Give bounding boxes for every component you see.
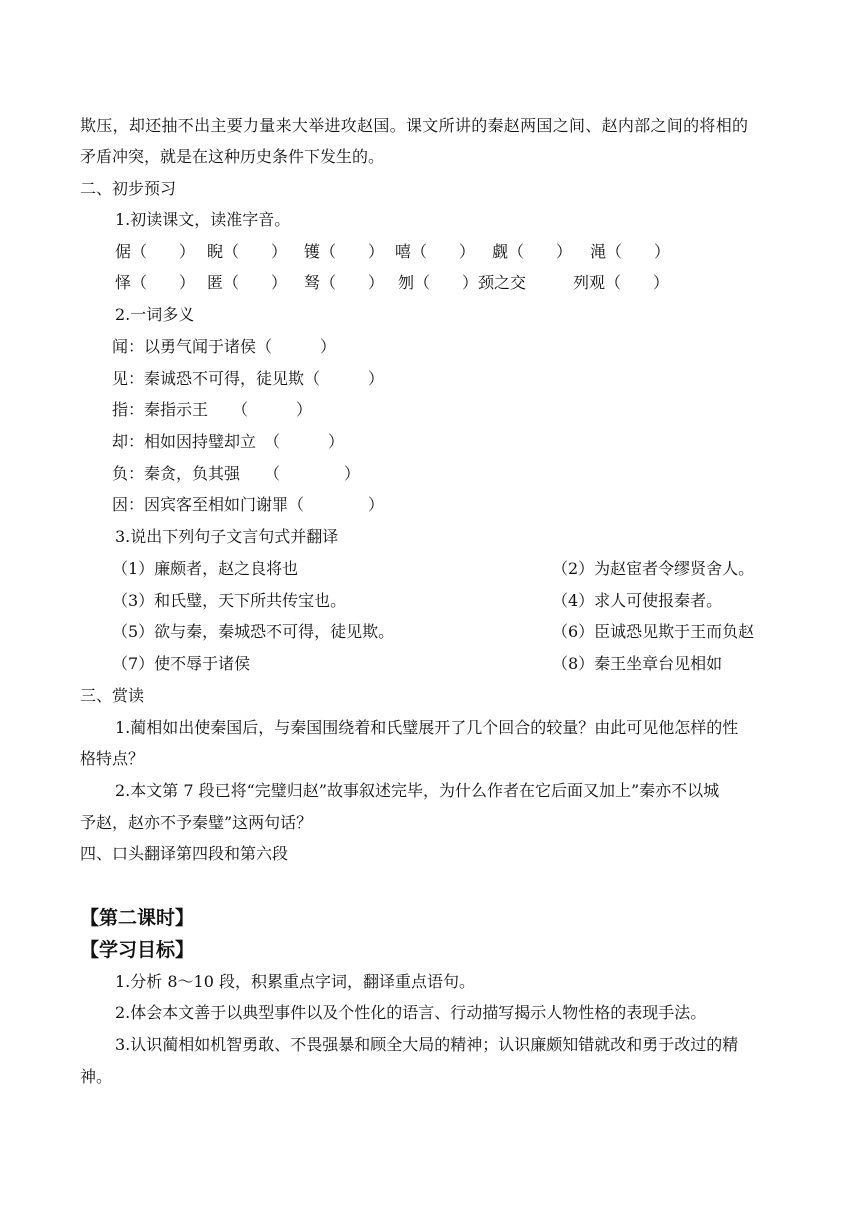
reading-question-2-line-1: 2.本文第 7 段已将“完璧归赵”故事叙述完毕，为什么作者在它后面又加上”秦亦不以城	[115, 781, 720, 800]
lesson-2-heading: 【第二课时】	[80, 907, 195, 929]
pronounce-item: 嘻（ ）	[395, 242, 476, 261]
objective-item: 1.分析 8～10 段，积累重点字词，翻译重点语句。	[115, 972, 475, 991]
section-2-title: 二、初步预习	[80, 179, 177, 198]
polysemy-item: 指：秦指示王 （ ）	[112, 400, 313, 419]
sentence-item: （7）使不辱于诸侯	[112, 654, 251, 673]
pronounce-item: 倨（ ）	[115, 242, 196, 261]
reading-question-1-line-1: 1.蔺相如出使秦国后，与秦国围绕着和氏璧展开了几个回合的较量？由此可见他怎样的性	[115, 718, 739, 737]
pronounce-item: 渑（ ）	[590, 242, 671, 261]
pronounce-item: 列观（ ）	[573, 273, 670, 292]
sentence-item: （1）廉颇者，赵之良将也	[112, 559, 299, 578]
polysemy-item: 因：因宾客至相如门谢罪（ ）	[112, 495, 385, 514]
pronounce-item: 觑（ ）	[492, 242, 573, 261]
sentence-item: （2）为赵宦者令缪贤舍人。	[552, 559, 755, 578]
intro-line-1: 欺压，却还抽不出主要力量来大举进攻赵国。课文所讲的秦赵两国之间、赵内部之间的将相的	[80, 116, 749, 135]
objective-item: 3.认识蔺相如机智勇敢、不畏强暴和顾全大局的精神；认识廉颇知错就改和勇于改过的精	[115, 1035, 739, 1054]
polysemy-item: 见：秦诚恐不可得，徒见欺（ ）	[112, 369, 385, 388]
pronounce-item: 驽（ ）	[304, 273, 385, 292]
sentence-pattern-question: 3.说出下列句子文言句式并翻译	[115, 527, 339, 546]
pronounce-item: 匿（ ）	[207, 273, 288, 292]
pronounce-item: 怿（ ）	[115, 273, 196, 292]
reading-question-2-line-2: 予赵，赵亦不予秦璧”这两句话？	[80, 813, 313, 832]
polysemy-item: 负：秦贪，负其强 （ ）	[112, 464, 361, 483]
reading-question-1-line-2: 格特点？	[80, 749, 145, 768]
polysemy-item: 闻：以勇气闻于诸侯（ ）	[112, 337, 337, 356]
intro-line-2: 矛盾冲突，就是在这种历史条件下发生的。	[80, 147, 385, 166]
polysemy-question: 2.一词多义	[115, 305, 195, 324]
pronunciation-question: 1.初读课文，读准字音。	[115, 210, 291, 229]
pronounce-item: 刎（ ）颈之交	[398, 273, 527, 292]
sentence-item: （3）和氏璧，天下所共传宝也。	[112, 591, 347, 610]
section-3-title: 三、赏读	[80, 686, 145, 705]
sentence-item: （5）欲与秦，秦城恐不可得，徒见欺。	[112, 622, 395, 641]
section-4-title: 四、口头翻译第四段和第六段	[80, 844, 289, 863]
objectives-heading: 【学习目标】	[80, 939, 195, 961]
objective-item: 2.体会本文善于以典型事件以及个性化的语言、行动描写揭示人物性格的表现手法。	[115, 1003, 707, 1022]
sentence-item: （6）臣诚恐见欺于王而负赵	[552, 622, 755, 641]
objective-item-continuation: 神。	[80, 1067, 113, 1086]
polysemy-item: 却：相如因持璧却立 （ ）	[112, 432, 345, 451]
sentence-item: （8）秦王坐章台见相如	[552, 654, 723, 673]
pronounce-item: 睨（ ）	[207, 242, 288, 261]
pronounce-item: 镬（ ）	[304, 242, 385, 261]
sentence-item: （4）求人可使报秦者。	[552, 591, 723, 610]
